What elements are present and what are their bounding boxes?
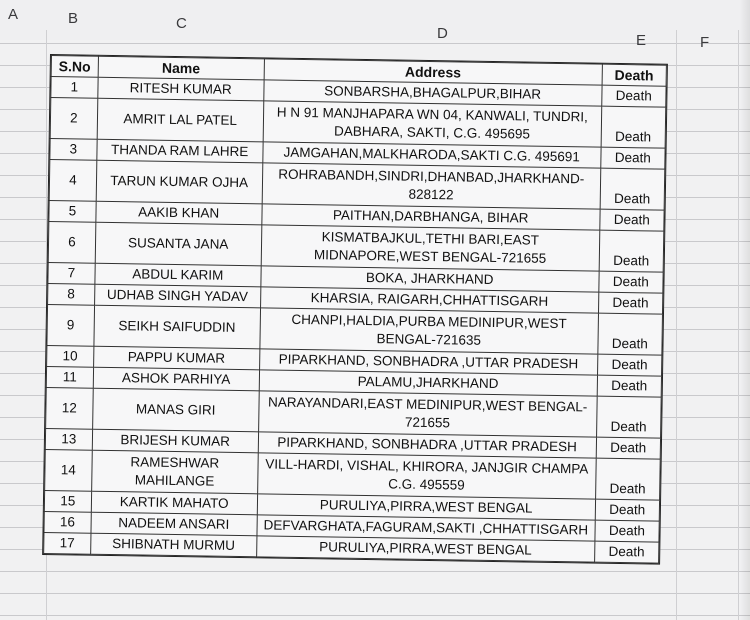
cell-name[interactable]: MANAS GIRI (92, 388, 259, 432)
cell-sno[interactable]: 13 (45, 428, 92, 450)
header-status[interactable]: Death (602, 64, 667, 86)
data-table (43, 55, 667, 564)
header-address[interactable]: Address (264, 59, 602, 85)
cell-address[interactable]: ROHRABANDH,SINDRI,DHANBAD,JHARKHAND-828122 (262, 163, 601, 209)
cell-sno[interactable]: 5 (49, 201, 96, 223)
cell-status[interactable]: Death (599, 271, 664, 293)
cell-address[interactable]: CHANPI,HALDIA,PURBA MEDINIPUR,WEST BENGAL-721635 (260, 308, 599, 354)
cell-status[interactable]: Death (601, 85, 666, 107)
data-table-container (42, 54, 668, 565)
column-header-b[interactable]: B (68, 10, 79, 27)
cell-address[interactable]: BOKA, JHARKHAND (261, 266, 599, 292)
cell-sno[interactable]: 1 (51, 77, 98, 99)
cell-name[interactable]: RITESH KUMAR (98, 77, 264, 101)
gridline (676, 30, 677, 620)
cell-sno[interactable]: 12 (46, 387, 93, 429)
cell-address[interactable]: KHARSIA, RAIGARH,CHHATTISGARH (260, 287, 598, 313)
cell-status[interactable]: Death (601, 106, 666, 148)
cell-sno[interactable]: 15 (44, 490, 91, 512)
column-header-c[interactable]: C (176, 15, 187, 32)
cell-status[interactable]: Death (600, 168, 665, 210)
column-header-d[interactable]: D (437, 25, 448, 42)
cell-name[interactable]: SUSANTA JANA (95, 222, 262, 266)
cell-sno[interactable]: 4 (49, 160, 96, 202)
cell-status[interactable]: Death (595, 458, 660, 500)
cell-sno[interactable]: 2 (50, 98, 97, 140)
cell-status[interactable]: Death (599, 230, 664, 272)
cell-sno[interactable]: 17 (44, 532, 91, 554)
cell-address[interactable]: DEFVARGHATA,FAGURAM,SAKTI ,CHHATTISGARH (257, 515, 595, 541)
cell-name[interactable]: KARTIK MAHATO (91, 491, 257, 515)
cell-name[interactable]: UDHAB SINGH YADAV (94, 284, 260, 308)
cell-address[interactable]: PAITHAN,DARBHANGA, BIHAR (262, 204, 600, 230)
cell-address[interactable]: H N 91 MANJHAPARA WN 04, KANWALI, TUNDRI, DABHARA, SAKTI, C.G. 495695 (263, 101, 602, 147)
cell-status[interactable]: Death (600, 209, 665, 231)
cell-address[interactable]: KISMATBAJKUL,TETHI BARI,EAST MIDNAPORE,WEST BENGAL-721655 (261, 225, 600, 271)
cell-name[interactable]: SHIBNATH MURMU (90, 533, 256, 557)
cell-sno[interactable]: 3 (50, 139, 97, 161)
cell-name[interactable]: ASHOK PARHIYA (93, 367, 259, 391)
cell-name[interactable]: TARUN KUMAR OJHA (96, 160, 263, 204)
cell-name[interactable]: AMRIT LAL PATEL (97, 98, 264, 142)
cell-address[interactable]: PURULIYA,PIRRA,WEST BENGAL (257, 494, 595, 520)
cell-name[interactable]: PAPPU KUMAR (93, 346, 259, 370)
column-header-a[interactable]: A (8, 6, 19, 23)
cell-address[interactable]: PALAMU,JHARKHAND (259, 370, 597, 396)
cell-status[interactable]: Death (595, 520, 660, 542)
cell-status[interactable]: Death (595, 499, 660, 521)
cell-status[interactable]: Death (598, 292, 663, 314)
cell-sno[interactable]: 16 (44, 511, 91, 533)
cell-status[interactable]: Death (598, 313, 663, 355)
cell-sno[interactable]: 9 (47, 304, 94, 346)
cell-sno[interactable]: 10 (47, 345, 94, 367)
cell-sno[interactable]: 11 (46, 366, 93, 388)
cell-address[interactable]: PIPARKHAND, SONBHADRA ,UTTAR PRADESH (259, 349, 597, 375)
cell-name[interactable]: AAKIB KHAN (96, 201, 262, 225)
cell-name[interactable]: BRIJESH KUMAR (92, 429, 258, 453)
cell-address[interactable]: NARAYANDARI,EAST MEDINIPUR,WEST BENGAL-721655 (258, 391, 597, 437)
cell-sno[interactable]: 6 (48, 222, 95, 264)
cell-status[interactable]: Death (596, 396, 661, 438)
cell-status[interactable]: Death (597, 354, 662, 376)
cell-name[interactable]: SEIKH SAIFUDDIN (94, 305, 261, 349)
cell-status[interactable]: Death (600, 147, 665, 169)
column-header-row (0, 0, 750, 51)
cell-address[interactable]: VILL-HARDI, VISHAL, KHIRORA, JANJGIR CHAMPA C.G. 495559 (257, 453, 596, 499)
cell-status[interactable]: Death (594, 541, 659, 563)
cell-name[interactable]: THANDA RAM LAHRE (97, 139, 263, 163)
cell-address[interactable]: PIPARKHAND, SONBHADRA ,UTTAR PRADESH (258, 432, 596, 458)
cell-name[interactable]: ABDUL KARIM (95, 263, 261, 287)
cell-status[interactable]: Death (597, 375, 662, 397)
cell-name[interactable]: NADEEM ANSARI (91, 512, 257, 536)
header-sno[interactable]: S.No (51, 56, 98, 78)
column-header-f[interactable]: F (700, 34, 710, 51)
gridline (738, 30, 739, 620)
cell-sno[interactable]: 7 (48, 262, 95, 284)
cell-address[interactable]: PURULIYA,PIRRA,WEST BENGAL (256, 536, 594, 562)
cell-address[interactable]: SONBARSHA,BHAGALPUR,BIHAR (264, 80, 602, 106)
cell-sno[interactable]: 14 (45, 449, 92, 491)
cell-sno[interactable]: 8 (48, 283, 95, 305)
header-name[interactable]: Name (98, 56, 264, 80)
photo-edge-shadow (740, 0, 750, 620)
cell-address[interactable]: JAMGAHAN,MALKHARODA,SAKTI C.G. 495691 (263, 142, 601, 168)
cell-name[interactable]: RAMESHWAR MAHILANGE (91, 450, 258, 494)
column-header-e[interactable]: E (636, 32, 647, 49)
cell-status[interactable]: Death (596, 437, 661, 459)
